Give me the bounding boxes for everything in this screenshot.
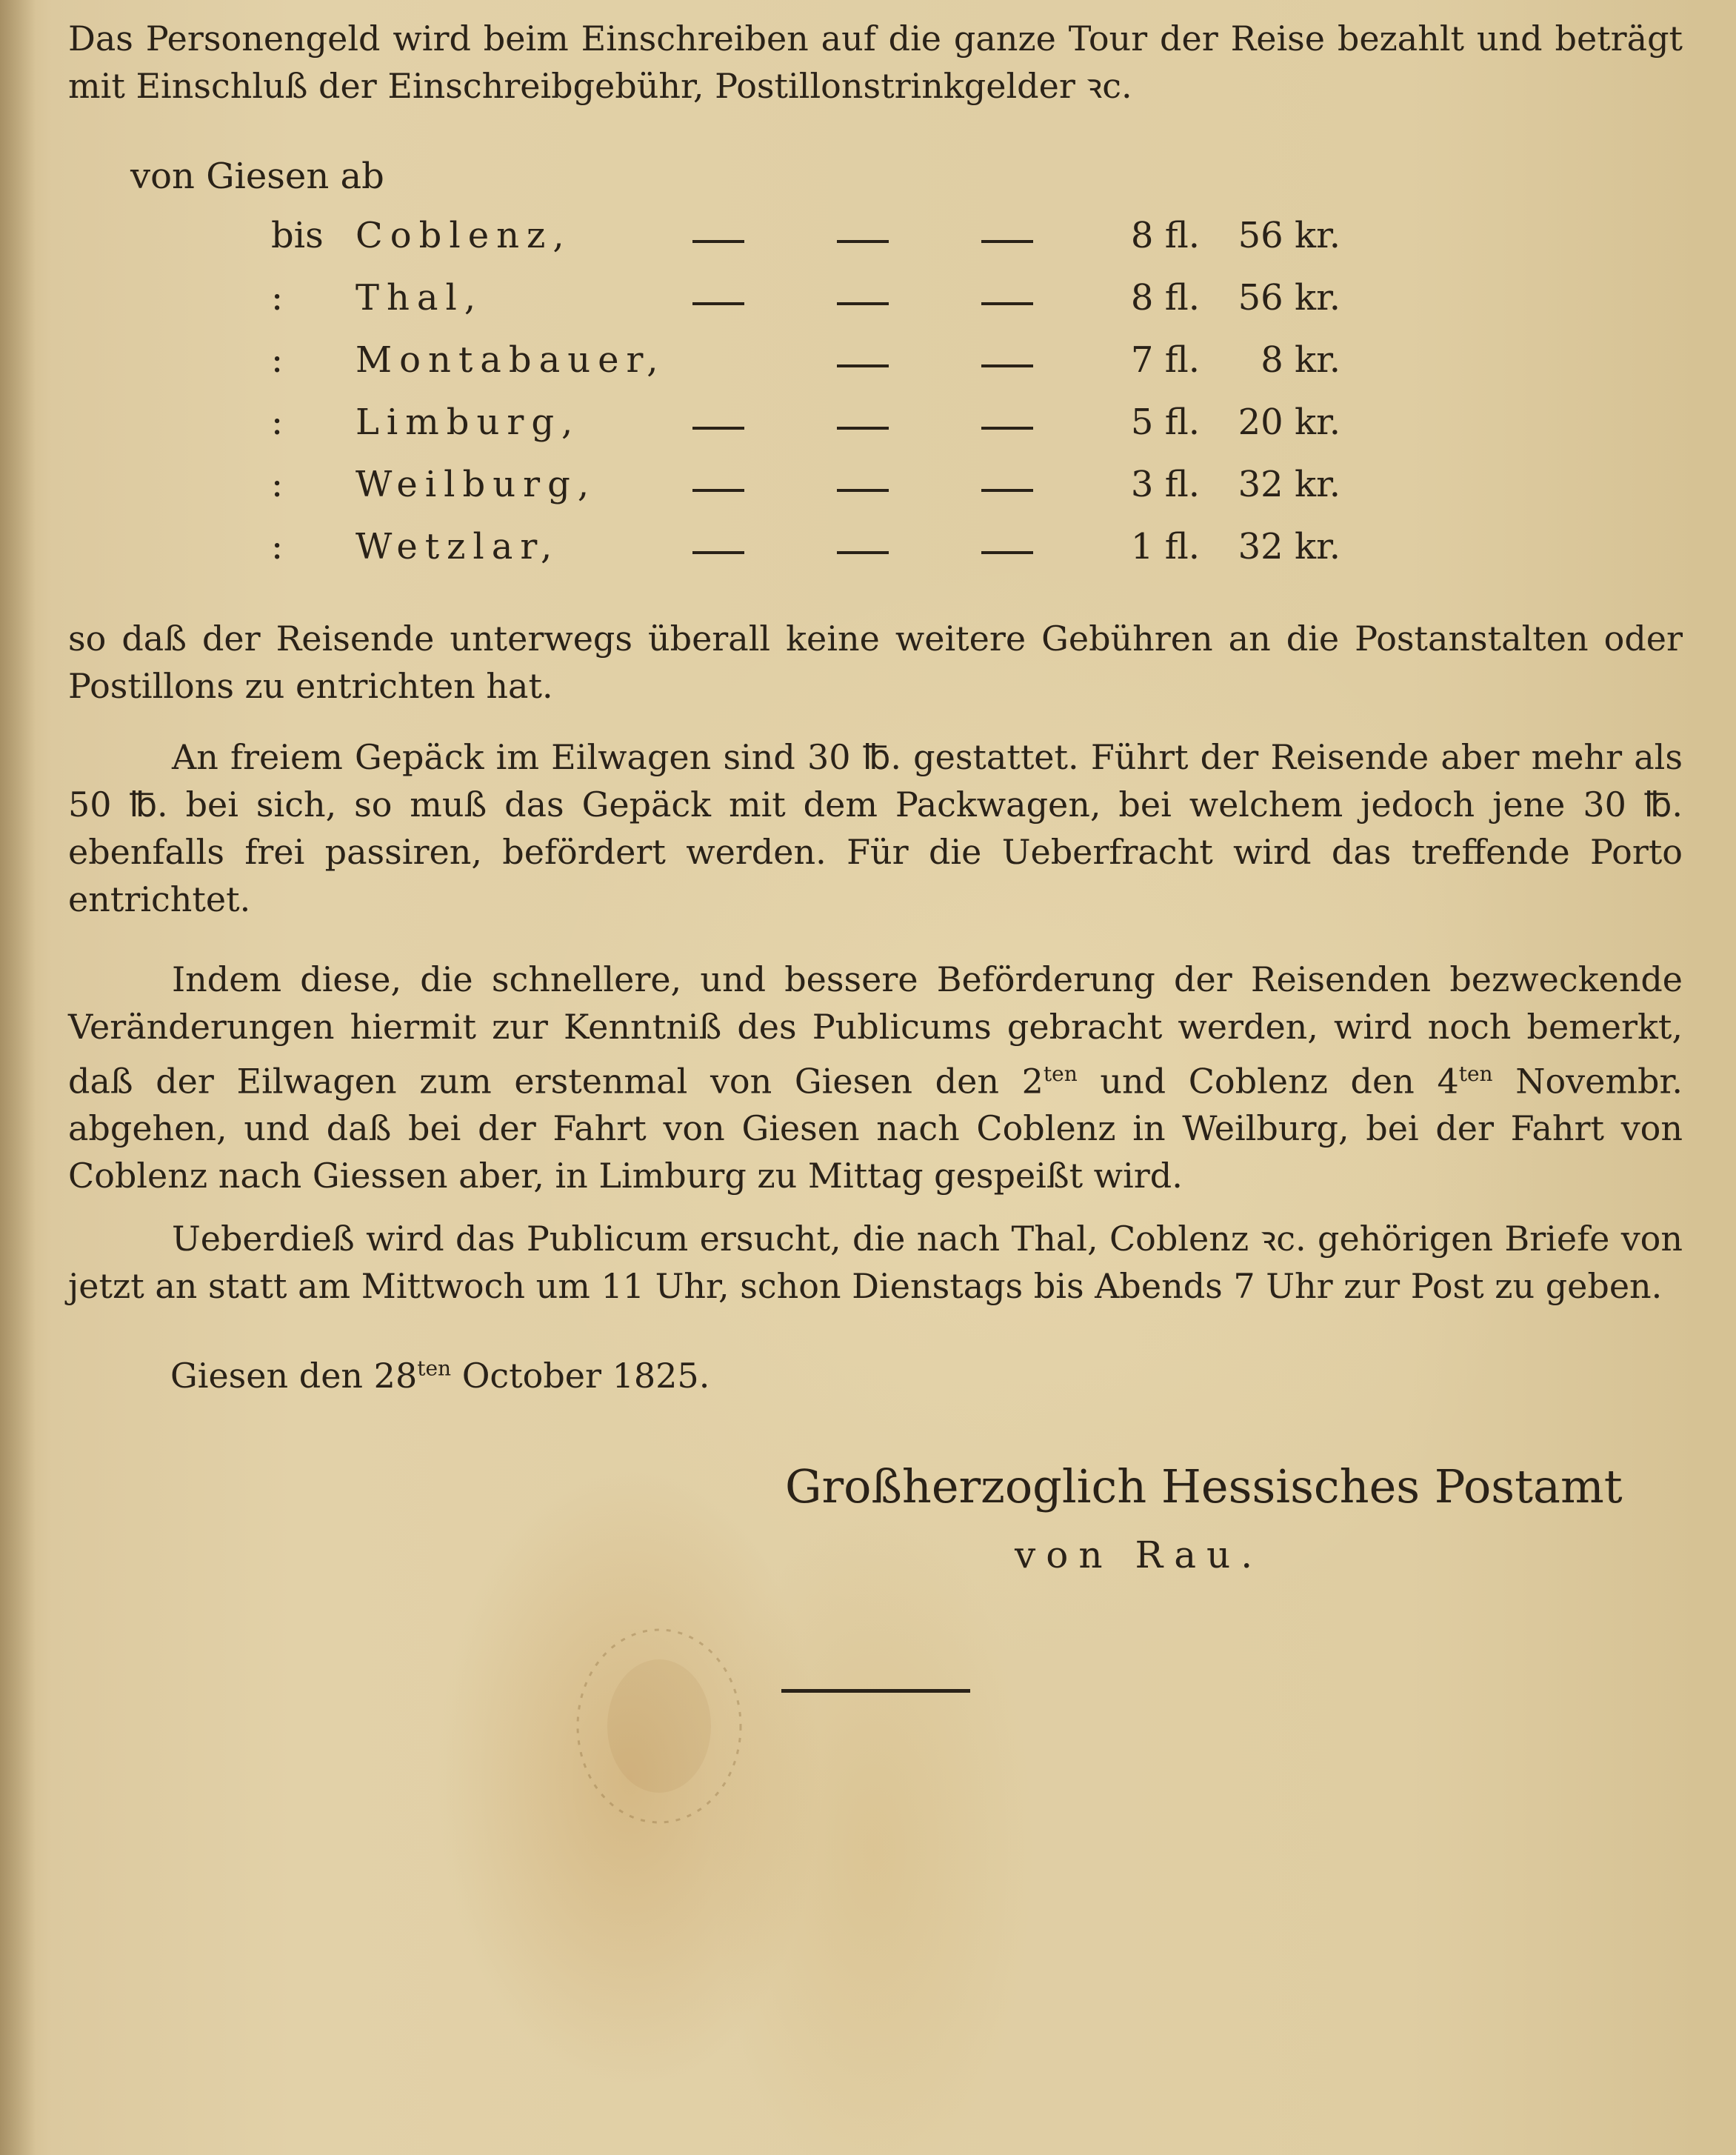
fare-florins: 5 fl.: [1130, 402, 1200, 443]
fare-destination: Coblenz,: [355, 215, 572, 256]
date-sup: ten: [417, 1356, 452, 1381]
author-signature: von Rau.: [1015, 1533, 1263, 1576]
leader-dash: [692, 302, 744, 305]
fare-florins: 1 fl.: [1130, 526, 1200, 567]
date-text: Giesen den 28: [170, 1356, 418, 1396]
fare-row: [0, 402, 1736, 461]
fare-prefix: :: [271, 402, 284, 443]
date-year: October 1825.: [451, 1356, 710, 1396]
fare-kreuzer: 56 kr.: [1238, 277, 1341, 319]
fare-row: [0, 215, 1736, 274]
changes-text-1: Indem diese, die schnellere, und bessere Beförderung der Reisenden bezweckende Veränderungen hiermit zur Kenntniß des Publicums gebracht werden, wird noch bemerkt, daß der Eilwagen zum erstenmal von Giesen den 2: [68, 959, 1683, 1102]
fare-prefix: :: [271, 464, 284, 505]
leader-dash: [692, 551, 744, 554]
changes-sup-1: ten: [1043, 1062, 1078, 1086]
leader-dash: [981, 489, 1033, 492]
leader-dash: [981, 551, 1033, 554]
changes-sup-2: ten: [1458, 1062, 1493, 1086]
luggage-paragraph: An freiem Gepäck im Eilwagen sind 30 ℔. gestattet. Führt der Reisende aber mehr als 50 ℔. bei sich, so muß das Gepäck mit dem Packwagen, bei welchem jedoch jene 30 ℔. ebenfalls frei passiren, befördert werden. Für die Ueberfracht wird das treffende Porto entrichtet.: [68, 737, 1683, 919]
no-fees-paragraph: so daß der Reisende unterwegs überall keine weitere Gebühren an die Postanstalten oder Postillons zu entrichten hat.: [68, 619, 1683, 706]
changes-text-2: und Coblenz den 4: [1077, 1061, 1459, 1102]
fare-row: [0, 277, 1736, 336]
fare-florins: 8 fl.: [1130, 215, 1200, 256]
leader-dash: [837, 364, 889, 367]
leader-dash: [981, 240, 1033, 243]
leader-dash: [981, 364, 1033, 367]
date-line: [170, 1356, 710, 1396]
fare-prefix: :: [271, 339, 284, 381]
changes-text-3: Novembr. abgehen, und daß bei der Fahrt von Giesen nach Coblenz in Weilburg, bei der Fahrt von Coblenz nach Giessen aber, in Limburg zu Mittag gespeißt wird.: [68, 1061, 1683, 1196]
fare-row: [0, 339, 1736, 399]
fare-kreuzer: 32 kr.: [1238, 464, 1341, 505]
fare-prefix: :: [271, 277, 284, 319]
fare-prefix: bis: [271, 215, 324, 256]
fare-florins: 3 fl.: [1130, 464, 1200, 505]
faint-stamp-mark: [563, 1615, 755, 1837]
fare-table-heading: von Giesen ab: [130, 156, 384, 197]
fare-florins: 7 fl.: [1130, 339, 1200, 381]
leader-dash: [837, 489, 889, 492]
letters-paragraph: Ueberdieß wird das Publicum ersucht, die nach Thal, Coblenz ꝛc. gehörigen Briefe von jetzt an statt am Mittwoch um 11 Uhr, schon Dienstags bis Abends 7 Uhr zur Post zu geben.: [68, 1219, 1683, 1306]
fare-kreuzer: 32 kr.: [1238, 526, 1341, 567]
fare-destination: Weilburg,: [355, 464, 597, 505]
fare-destination: Limburg,: [355, 402, 581, 443]
intro-paragraph: Das Personengeld wird beim Einschreiben auf die ganze Tour der Reise bezahlt und beträgt mit Einschluß der Einschreibgebühr, Postillonstrinkgelder ꝛc.: [68, 19, 1683, 106]
issuing-office: Großherzoglich Hessisches Postamt: [785, 1459, 1623, 1513]
leader-dash: [692, 240, 744, 243]
leader-dash: [692, 427, 744, 430]
fare-kreuzer: 8 kr.: [1261, 339, 1341, 381]
fare-kreuzer: 20 kr.: [1238, 402, 1341, 443]
leader-dash: [981, 302, 1033, 305]
fare-prefix: :: [271, 526, 284, 567]
leader-dash: [981, 427, 1033, 430]
fare-row: [0, 464, 1736, 523]
leader-dash: [837, 240, 889, 243]
closing-rule: [781, 1689, 970, 1693]
leader-dash: [692, 489, 744, 492]
changes-paragraph: [68, 956, 1683, 1199]
fare-row: [0, 526, 1736, 585]
leader-dash: [837, 302, 889, 305]
fare-kreuzer: 56 kr.: [1238, 215, 1341, 256]
fare-destination: Montabauer,: [355, 339, 666, 381]
leader-dash: [837, 427, 889, 430]
fare-florins: 8 fl.: [1130, 277, 1200, 319]
fare-destination: Wetzlar,: [355, 526, 560, 567]
leader-dash: [837, 551, 889, 554]
fare-destination: Thal,: [355, 277, 484, 319]
